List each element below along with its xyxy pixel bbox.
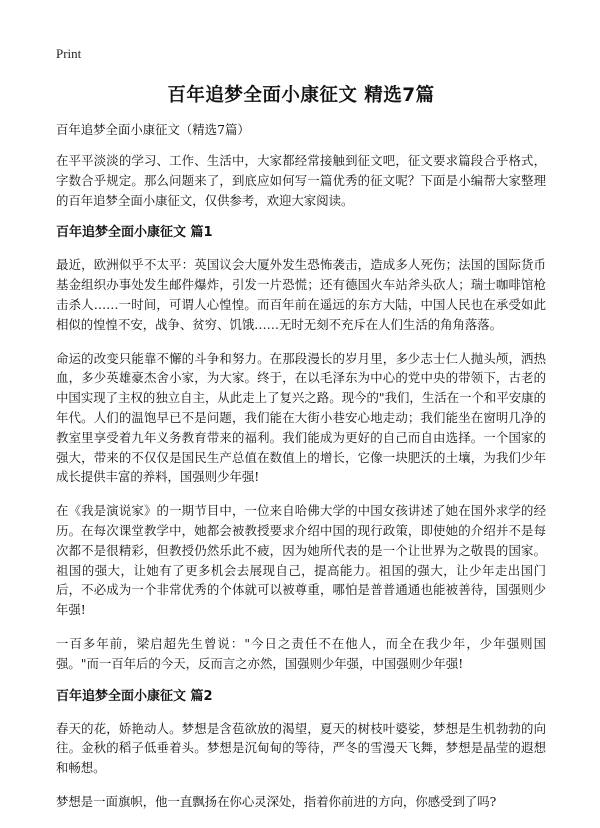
section-paragraph: 一百多年前，梁启超先生曾说："今日之责任不在他人，而全在我少年，少年强则国强。"而一百年后的今天，反而言之亦然，国强则少年强，中国强则少年强!: [56, 635, 546, 671]
section-heading: 百年追梦全面小康征文 篇1: [56, 225, 213, 241]
section-paragraph: 命运的改变只能靠不懈的斗争和努力。在那段漫长的岁月里，多少志士仁人抛头颅，洒热血，多少英雄豪杰舍小家，为大家。终于，在以毛泽东为中心的党中央的带领下，古老的中国实现了主权的独立自主，从此走上了复兴之路。现今的"我们，生活在一个和平安康的年代。人们的温饱早已不是问题，我们能在大街小巷安心地走动；我们能坐在窗明几净的教室里享受着九年义务教育带来的福利。我们能成为更好的自己而自由选择。一个国家的强大，带来的不仅仅是国民生产总值在数值上的增长，它像一块肥沃的土壤，为我们少年成长提供丰富的养料，国强则少年强!: [56, 350, 546, 485]
section-2: [56, 688, 546, 812]
section-paragraph: 春天的花，娇艳动人。梦想是含苞欲放的渴望，夏天的树枝叶婆娑，梦想是生机勃勃的向往。金秋的稻子低垂着头。梦想是沉甸甸的等待，严冬的雪漫天飞舞，梦想是晶莹的遐想和畅想。: [56, 720, 546, 776]
section-heading: 百年追梦全面小康征文 篇2: [56, 688, 213, 704]
section-paragraph: 在《我是演说家》的一期节目中，一位来自哈佛大学的中国女孩讲述了她在国外求学的经历。在每次课堂教学中，她都会被教授要求介绍中国的现行政策，即使她的介绍并不是每次都不是很精彩，但教授仍然乐此不疲，因为她所代表的是一个让世界为之敬畏的国家。祖国的强大，让她有了更多机会去展现自己，提高能力。祖国的强大，让少年走出国门后，不必成为一个非常优秀的个体就可以被尊重，哪怕是普普通通也能被善待，国强则少年强!: [56, 503, 546, 618]
section-paragraph: 梦想是一面旗帜，他一直飘扬在你心灵深处，指着你前进的方向，你感受到了吗?: [56, 793, 497, 809]
intro-paragraph: 在平平淡淡的学习、工作、生活中，大家都经常接触到征文吧，征文要求篇段合乎格式，字数合乎规定。那么问题来了，到底应如何写一篇优秀的征文呢？下面是小编帮大家整理的百年追梦全面小康征文，仅供参考，欢迎大家阅读。: [56, 153, 546, 208]
section-paragraph: 最近，欧洲似乎不太平：英国议会大厦外发生恐怖袭击，造成多人死伤；法国的国际货币基金组织办事处发生邮件爆炸，引发一片恐慌；还有德国火车站斧头砍人；瑞士咖啡馆枪击杀人……一时间，可谓人心惶惶。而百年前在遥远的东方大陆，中国人民也在承受如此相似的惶惶不安，战争、贫穷、饥饿……无时无刻不充斥在人们生活的角角落落。: [56, 257, 546, 332]
section-1: [56, 224, 546, 673]
print-link[interactable]: Print: [56, 46, 82, 61]
document-body: [56, 151, 546, 826]
document-subtitle: 百年追梦全面小康征文（精选7篇）: [56, 122, 250, 137]
page-title: 百年追梦全面小康征文 精选7篇: [167, 85, 435, 106]
